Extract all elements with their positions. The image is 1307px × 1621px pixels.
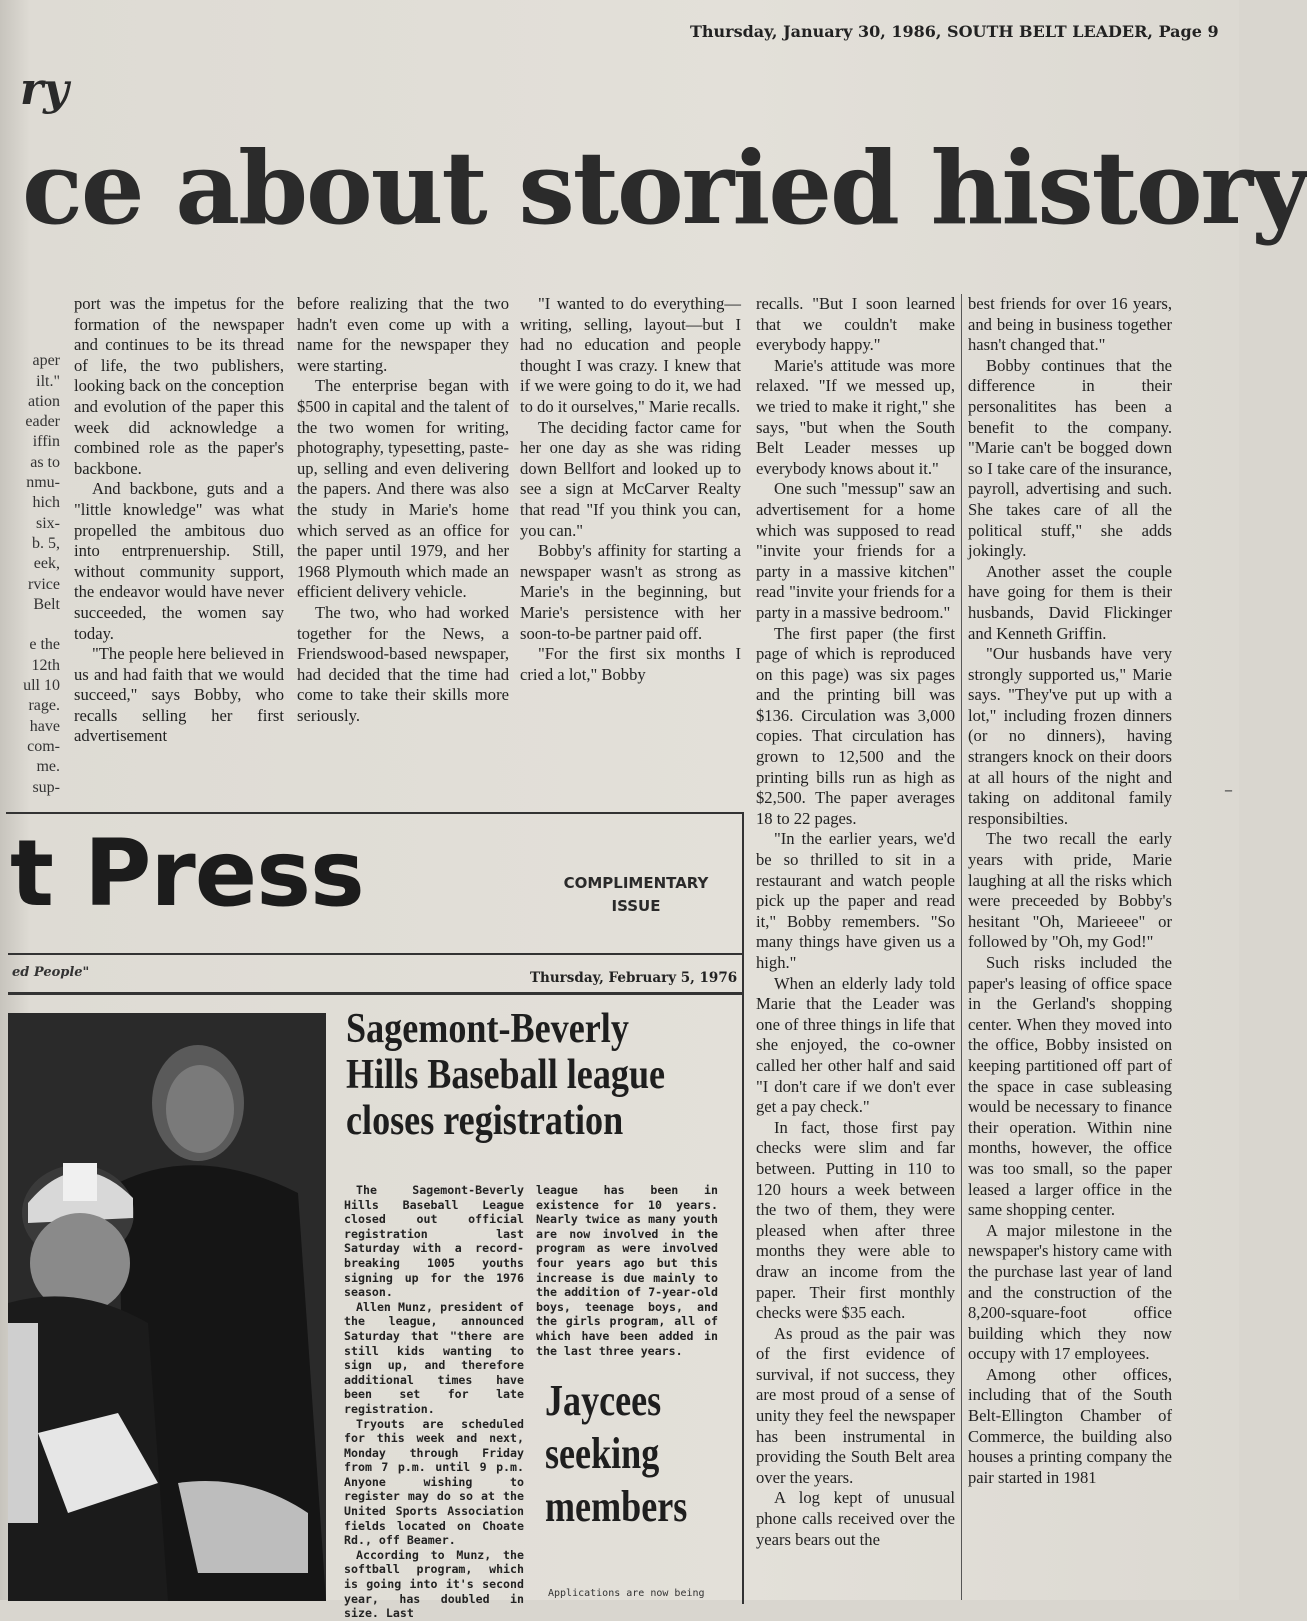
edge-fragment: 12th: [31, 656, 60, 674]
paragraph: A major milestone in the newspaper's history came with the purchase last year of land and the construction of the 8,200-square-foot office building which they now occupy with 17 employees.: [968, 1220, 1172, 1364]
edge-fragment: rage.: [28, 697, 60, 715]
complimentary-issue-label: [556, 872, 716, 918]
edge-fragment: e the: [29, 636, 60, 654]
paragraph: "The people here believed in us and had faith that we would succeed," says Bobby, who recalls selling her first advertisement: [74, 644, 284, 746]
baseball-photo-art: [8, 1013, 326, 1601]
edge-fragment: b. 5,: [32, 534, 60, 552]
paragraph: Another asset the couple have going for them is their husbands, David Flickinger and Kenneth Griffin.: [968, 561, 1172, 643]
edge-fragment: iffin: [32, 433, 60, 451]
article-column-4: [756, 294, 955, 1550]
edge-fragment: six-: [36, 514, 60, 532]
paragraph: Marie's attitude was more relaxed. "If we messed up, we tried to make it right," she says, "but when the South Belt Leader messes up everybody knows about it.": [756, 355, 955, 478]
complimentary-line-2: ISSUE: [611, 897, 661, 915]
article-column-2: [297, 294, 509, 726]
paragraph: before realizing that the two hadn't even come up with a name for the newspaper they were starting.: [297, 294, 509, 375]
edge-fragment: ilt.": [36, 372, 60, 390]
reprint-tagline: ed People": [12, 965, 90, 980]
paragraph: Bobby's affinity for starting a newspaper wasn't as strong as Marie's in the beginning, but Marie's persistence with her soon-to-be partner paid off.: [520, 541, 741, 643]
margin-mark: –: [1224, 780, 1233, 801]
article-column-1: [74, 294, 284, 747]
paragraph: "Our husbands have very strongly supported us," Marie says. "They've put up with a lot," including frozen dinners (or no dinners), having strangers knock on their doors at all hours of the night and taking on additonal family responsibilties.: [968, 644, 1172, 828]
complimentary-line-1: COMPLIMENTARY: [563, 874, 709, 892]
paragraph: port was the impetus for the formation of the newspaper and continues to be its thread of life, the two publishers, looking back on the conception and evolution of the paper this week did acknowledge a combined role as the paper's backbone.: [74, 294, 284, 478]
paragraph: A log kept of unusual phone calls received over the years bears out the: [756, 1488, 955, 1549]
page-header: Thursday, January 30, 1986, SOUTH BELT LEADER, Page 9: [690, 22, 1219, 41]
column-rule: [961, 294, 962, 1600]
paragraph: When an elderly lady told Marie that the Leader was one of three things in life that she enjoyed, the co-owner called her other half and said "I don't care if we don't ever get a pay check.": [756, 973, 955, 1117]
jaycees-headline: Jaycees seeking members: [545, 1376, 688, 1531]
jaycees-subtext: Applications are now being: [548, 1588, 705, 1599]
paragraph: league has been in existence for 10 years. Nearly twice as many youth are now involved in the program as were involved four years ago but this increase is due mainly to the addition of 7-year-old boys, teenage boys, and the girls program, all of which have been added in the last three years.: [536, 1183, 718, 1358]
paragraph: As proud as the pair was of the first evidence of survival, if not success, they are most proud of a sense of unity they feel the newspaper has been instrumental in providing the South Belt area over the years.: [756, 1323, 955, 1487]
edge-fragment: eek,: [33, 555, 60, 573]
paragraph: The two recall the early years with pride, Marie laughing at all the risks which were preceeded by Bobby's hesitant "Oh, Marieeee" or followed by "Oh, my God!": [968, 829, 1172, 952]
paragraph: In fact, those first pay checks were slim and far between. Putting in 110 to 120 hours a week between the two of them, they were pleased when after three months they were able to draw an income from the paper. Their first monthly checks were $35 each.: [756, 1117, 955, 1323]
edge-fragment: me.: [36, 758, 60, 776]
paragraph: The first paper (the first page of which is reproduced on this page) was six pages and the printing bill was $136. Circulation was 3,000 copies. That circulation has grown to 12,500 and the printing bills run as high as $2,500. The paper averages 18 to 22 pages.: [756, 623, 955, 828]
date-rule: [8, 992, 742, 995]
article-column-5: [968, 294, 1172, 1488]
edge-fragment: com-: [27, 737, 60, 755]
baseball-story-column-1: [344, 1183, 524, 1621]
paragraph: The enterprise began with $500 in capital and the talent of the two women for writing, photography, typesetting, paste-up, selling and even delivering the papers. And there was also the study in Marie's home which served as an office for the paper until 1979, and her 1968 Plymouth which made an efficient delivery vehicle.: [297, 376, 509, 602]
paragraph: According to Munz, the softball program, which is going into it's second year, has doubled in size. Last: [344, 1547, 524, 1621]
headline: ce about storied history: [22, 129, 1307, 247]
edge-fragment: ull 10: [23, 677, 60, 695]
edge-fragment: [4, 331, 60, 351]
paragraph: Such risks included the paper's leasing of office space in the Gerland's shopping center. When they moved into the office, Bobby insisted on keeping partitioned off part of the space in case subleasing would be necessary to finance their operation. Within nine months, however, the office was too small, so the paper leased a larger office in the same shopping center.: [968, 953, 1172, 1220]
edge-fragment: ation: [28, 392, 60, 410]
reprint-masthead: t Press: [10, 820, 364, 927]
paragraph: "I wanted to do everything—writing, selling, layout—but I had no education and people thought I was crazy. I knew that if we were going to do it, we had to do it ourselves," Marie recalls.: [520, 294, 741, 416]
article-column-3: [520, 294, 741, 685]
edge-fragment: have: [29, 717, 60, 735]
baseball-photo: [8, 1013, 326, 1601]
paragraph: The two, who had worked together for the News, a Friendswood-based newspaper, had decided that the time had come to take their skills more seriously.: [297, 602, 509, 725]
paragraph: recalls. "But I soon learned that we couldn't make everybody happy.": [756, 294, 955, 355]
paragraph: And backbone, guts and a "little knowledge" was what propelled the ambitous duo into entrprenuership. Still, without community support, the endeavor would have never succeeded, the women say today.: [74, 479, 284, 643]
edge-fragment: hich: [32, 494, 60, 512]
baseball-headline: Sagemont-Beverly Hills Baseball league closes registration: [346, 1006, 666, 1144]
edge-fragment: Belt: [33, 595, 60, 613]
edge-fragment: as to: [30, 453, 60, 471]
paragraph: Among other offices, including that of the South Belt-Ellington Chamber of Commerce, the building also houses a printing company the pair started in 1981: [968, 1364, 1172, 1487]
baseball-story-column-2: [536, 1183, 718, 1358]
edge-fragment: nmu-: [26, 474, 60, 492]
paragraph: "For the first six months I cried a lot," Bobby: [520, 644, 741, 684]
edge-fragment: rvice: [28, 575, 60, 593]
kicker-fragment: ry: [20, 64, 69, 115]
edge-fragment: sup-: [32, 778, 60, 796]
paragraph: best friends for over 16 years, and being in business together hasn't changed that.": [968, 294, 1172, 355]
paragraph: One such "messup" saw an advertisement for a home which was supposed to read "invite your friends for a party in a massive kitchen" read "invite your friends for a party in a massive bedroom.": [756, 479, 955, 622]
edge-fragment: eader: [25, 413, 60, 431]
paragraph: The Sagemont-Beverly Hills Baseball League closed out official registration last Saturday with a record-breaking 1005 youths signing up for the 1976 season.: [344, 1183, 524, 1300]
left-edge-fragments: [4, 331, 60, 798]
paragraph: Tryouts are scheduled for this week and next, Monday through Friday from 7 p.m. until 9 p.m. Anyone wishing to register may do so at the United Sports Association fields located on Choate Rd., off Beamer.: [344, 1416, 524, 1548]
masthead-rule: [8, 953, 742, 955]
edge-fragment: aper: [32, 352, 60, 370]
reprint-issue-date: Thursday, February 5, 1976: [530, 970, 738, 986]
paragraph: "In the earlier years, we'd be so thrilled to sit in a restaurant and watch people pick up the paper and read it," Bobby remembers. "So many things have given us a high.": [756, 829, 955, 972]
paragraph: Allen Munz, president of the league, announced Saturday that "there are still kids wanting to sign up, and therefore additional times have been set for late registration.: [344, 1299, 524, 1416]
paragraph: Bobby continues that the difference in their personalitites has been a benefit to the company. "Marie can't be bogged down so I take care of the insurance, payroll, advertising and such. She takes care of all the political stuff," she adds jokingly.: [968, 355, 1172, 561]
paragraph: The deciding factor came for her one day as she was riding down Bellfort and looked up to see a sign at McCarver Realty that read "If you think you can, you can.": [520, 417, 741, 540]
edge-fragment: [4, 615, 60, 635]
